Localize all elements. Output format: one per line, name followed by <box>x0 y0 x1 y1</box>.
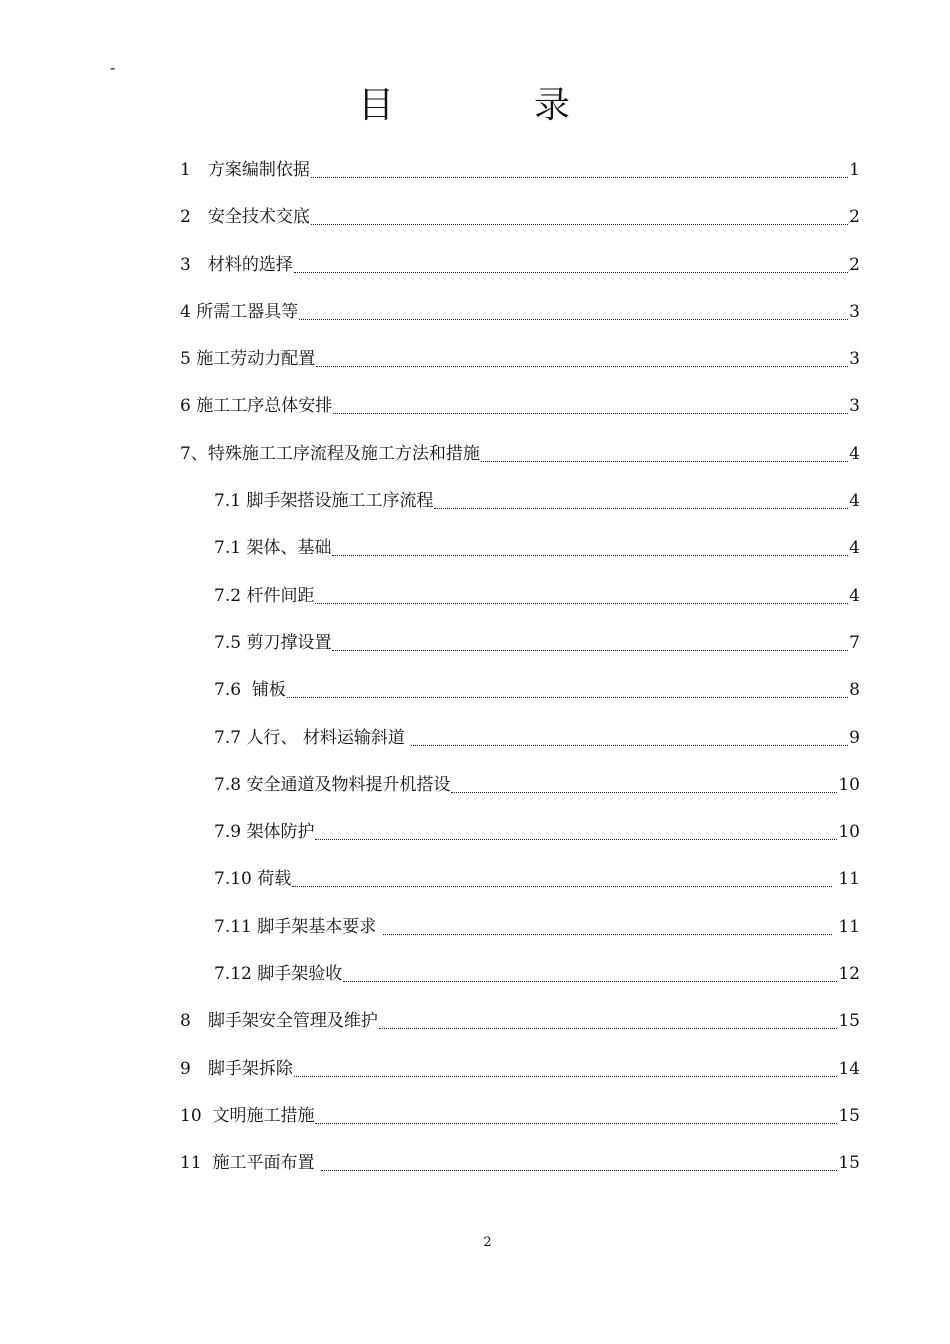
toc-entry-7-2[interactable] <box>180 581 860 628</box>
toc-entry-8[interactable] <box>180 1006 860 1053</box>
toc-dot-leader <box>287 675 848 698</box>
toc-entry-label: 7、特殊施工工序流程及施工方法和措施 <box>180 443 480 464</box>
toc-entry-label: 3 材料的选择 <box>180 254 293 275</box>
toc-entry-page: 4 <box>849 538 860 559</box>
toc-entry-page: 3 <box>849 349 860 370</box>
toc-dot-leader <box>294 250 848 273</box>
toc-entry-6[interactable] <box>180 391 860 438</box>
toc-entry-5[interactable] <box>180 344 860 391</box>
toc-entry-page: 15 <box>838 1105 860 1126</box>
toc-dot-leader <box>311 202 848 225</box>
toc-entry-label: 4 所需工器具等 <box>180 301 299 322</box>
toc-dot-leader <box>316 344 848 367</box>
toc-entry-label: 7.10 荷载 <box>214 869 292 890</box>
toc-dot-leader <box>299 297 848 320</box>
toc-entry-label: 7.7 人行、 材料运输斜道 <box>214 727 411 748</box>
toc-entry-11[interactable] <box>180 1148 860 1195</box>
toc-dot-leader <box>294 1054 838 1077</box>
toc-entry-label: 8 脚手架安全管理及维护 <box>180 1011 378 1032</box>
toc-entry-label: 11 施工平面布置 <box>180 1153 320 1174</box>
toc-entry-page: 4 <box>849 585 860 606</box>
toc-entry-9[interactable] <box>180 1054 860 1101</box>
toc-entry-label: 10 文明施工措施 <box>180 1105 315 1126</box>
toc-entry-page: 10 <box>838 822 860 843</box>
toc-entry-label: 7.11 脚手架基本要求 <box>214 916 382 937</box>
toc-entry-page: 10 <box>838 774 860 795</box>
toc-entry-label: 7.1 脚手架搭设施工工序流程 <box>214 491 434 512</box>
toc-dot-leader <box>383 912 832 935</box>
toc-entry-7-1-workflow[interactable] <box>180 486 860 533</box>
toc-entry-page: 1 <box>849 160 860 180</box>
toc-entry-4[interactable] <box>180 297 860 344</box>
toc-dot-leader <box>315 1101 837 1124</box>
toc-entry-page: 11 <box>832 869 860 890</box>
toc-entry-page: 4 <box>849 491 860 512</box>
toc-entry-label: 9 脚手架拆除 <box>180 1058 293 1079</box>
toc-dot-leader <box>379 1006 838 1029</box>
toc-dot-leader <box>343 959 837 982</box>
corner-mark: - <box>110 58 116 77</box>
toc-entry-page: 15 <box>838 1153 860 1174</box>
toc-entry-page: 8 <box>849 680 860 701</box>
toc-entry-7-7[interactable] <box>180 723 860 770</box>
toc-entry-page: 3 <box>849 396 860 417</box>
toc-entry-page: 7 <box>849 632 860 653</box>
toc-entry-2[interactable] <box>180 202 860 249</box>
toc-dot-leader <box>411 723 848 746</box>
toc-dot-leader <box>311 155 848 178</box>
toc-entry-7-8[interactable] <box>180 770 860 817</box>
toc-entry-7[interactable] <box>180 439 860 486</box>
toc-dot-leader <box>332 628 848 651</box>
toc-entry-1[interactable] <box>180 155 860 202</box>
toc-dot-leader <box>481 439 848 462</box>
toc-entry-7-9[interactable] <box>180 817 860 864</box>
toc-entry-page: 14 <box>838 1058 860 1079</box>
toc-entry-label: 7.9 架体防护 <box>214 822 315 843</box>
toc-entry-label: 7.2 杆件间距 <box>214 585 315 606</box>
toc-dot-leader <box>451 770 837 793</box>
toc-entry-7-10[interactable] <box>180 864 860 911</box>
toc-entry-7-11[interactable] <box>180 912 860 959</box>
toc-entry-page: 12 <box>838 964 860 985</box>
toc-entry-label: 2 安全技术交底 <box>180 207 310 228</box>
toc-entry-7-5[interactable] <box>180 628 860 675</box>
toc-entry-page: 11 <box>832 916 860 937</box>
toc-entry-label: 1 方案编制依据 <box>180 160 310 180</box>
toc-entry-label: 7.12 脚手架验收 <box>214 964 343 985</box>
toc-entry-label: 6 施工工序总体安排 <box>180 396 333 417</box>
toc-entry-label: 7.8 安全通道及物料提升机搭设 <box>214 774 451 795</box>
toc-entry-7-12[interactable] <box>180 959 860 1006</box>
toc-dot-leader <box>292 864 832 887</box>
toc-dot-leader <box>321 1148 838 1171</box>
toc-entry-label: 7.5 剪刀撑设置 <box>214 632 332 653</box>
toc-entry-7-1-foundation[interactable] <box>180 533 860 580</box>
toc-entry-label: 5 施工劳动力配置 <box>180 349 316 370</box>
toc-entry-page: 4 <box>849 443 860 464</box>
table-of-contents <box>180 155 860 1196</box>
toc-entry-page: 2 <box>849 254 860 275</box>
page-number: 2 <box>483 1235 492 1250</box>
toc-dot-leader <box>315 817 837 840</box>
toc-entry-page: 3 <box>849 301 860 322</box>
toc-dot-leader <box>333 391 848 414</box>
toc-entry-10[interactable] <box>180 1101 860 1148</box>
toc-dot-leader <box>315 581 848 604</box>
toc-dot-leader <box>434 486 848 509</box>
toc-dot-leader <box>332 533 848 556</box>
toc-entry-7-6[interactable] <box>180 675 860 722</box>
toc-entry-label: 7.6 铺板 <box>214 680 286 701</box>
toc-entry-label: 7.1 架体、基础 <box>214 538 332 559</box>
toc-entry-page: 15 <box>838 1011 860 1032</box>
toc-entry-page: 2 <box>849 207 860 228</box>
toc-entry-page: 9 <box>849 727 860 748</box>
page-title: 目 录 <box>357 85 622 126</box>
toc-entry-3[interactable] <box>180 250 860 297</box>
